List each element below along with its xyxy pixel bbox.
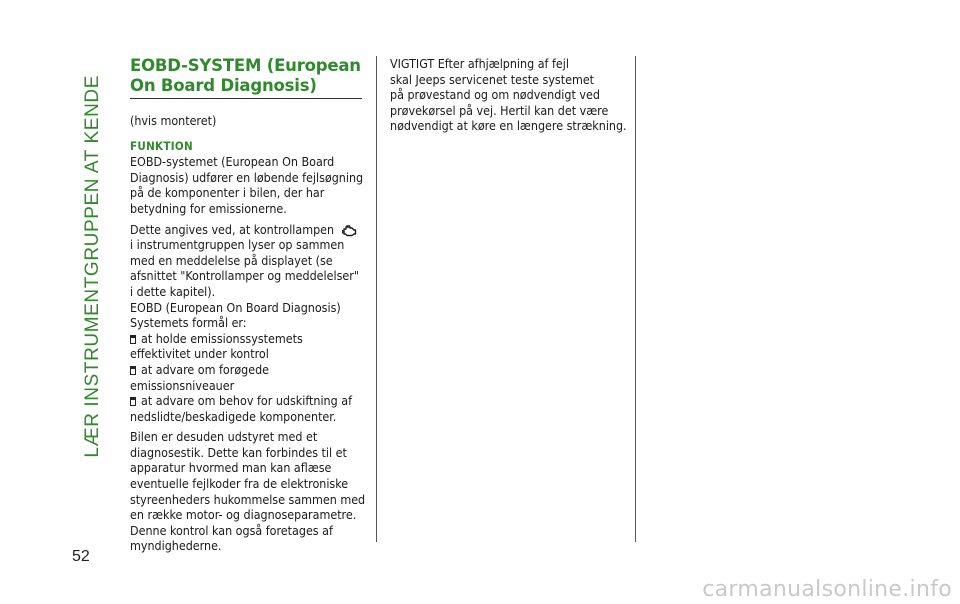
bullet-icon — [130, 331, 141, 346]
chapter-side-title — [78, 48, 108, 458]
column-divider-left — [376, 56, 377, 542]
bullet-item: at advare om behov for udskiftning af nedslidte/beskadigede komponenter. — [130, 393, 352, 424]
section-title-line1: EOBD-SYSTEM (European — [130, 56, 361, 75]
paragraph-3: EOBD (European On Board Diagnosis) Systemets formål er: — [130, 299, 341, 331]
paragraph-1: EOBD-systemet (European On Board Diagnosis) udfører en løbende fejlsøgning på de komponenter i bilen, der har betydning for emissionerne. — [130, 154, 364, 216]
section-title-line2: On Board Diagnosis) — [130, 76, 317, 95]
column-divider-right — [635, 56, 636, 542]
bullet-icon — [130, 393, 141, 408]
bullet-icon — [130, 362, 141, 377]
bullet-item: at holde emissionssystemets effektivitet under kontrol — [130, 330, 303, 362]
title-underline — [130, 98, 362, 99]
page-number: 52 — [72, 548, 90, 565]
chapter-side-title-text: LÆR INSTRUMENTGRUPPEN AT KENDE — [82, 75, 103, 458]
availability-note: (hvis monteret) — [130, 113, 217, 128]
watermark: carmanualsonline.info — [702, 577, 952, 602]
section-title — [130, 56, 368, 96]
paragraph-2: Dette angives ved, at kontrollampen i instrumentgruppen lyser op sammen med en meddelelse på displayet (se afsnittet "Kontrollamper og meddelelser" i dette kapitel). — [130, 221, 359, 299]
engine-check-icon — [342, 225, 357, 237]
subheading-funktion: FUNKTION — [130, 138, 193, 153]
important-note: VIGTIGT Efter afhjælpning af fejl skal Jeeps servicenet teste systemet på prøvestand og om nødvendigt ved prøvekørsel på vej. Hertil kan det være nødvendigt at køre en længere strækning. — [390, 56, 627, 134]
paragraph-4: Bilen er desuden udstyret med et diagnosestik. Dette kan forbindes til et apparatur hvormed man kan aflæse eventuelle fejlkoder fra de elektroniske styreenheders hukommelse sammen med en række motor- og diagnoseparametre. Denne kontrol kan også foretages af myndighederne. — [130, 429, 366, 554]
left-column — [130, 56, 368, 554]
right-column — [390, 56, 630, 134]
bullet-item: at advare om forøgede emissionsniveauer — [130, 361, 270, 393]
